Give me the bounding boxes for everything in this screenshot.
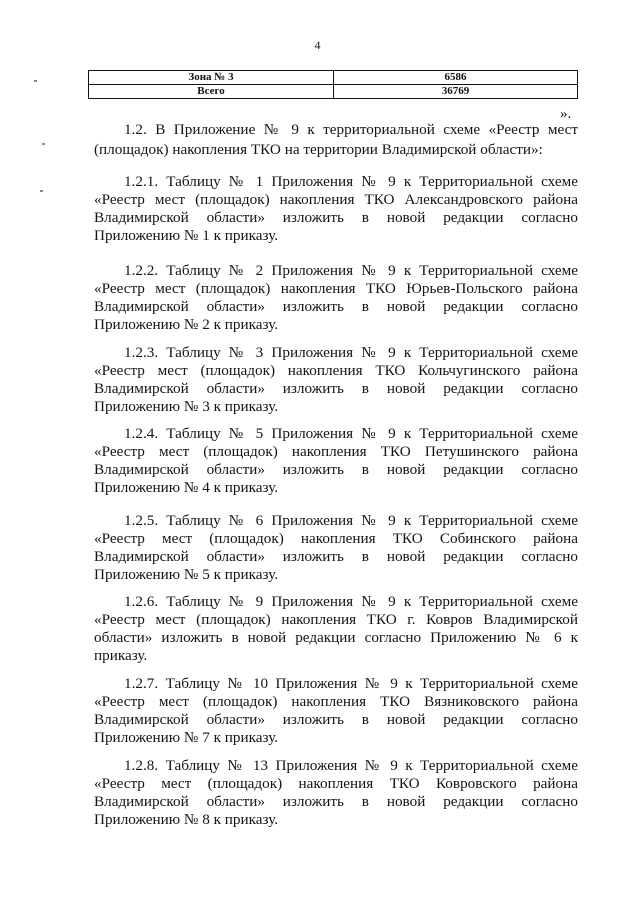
scan-mark <box>42 143 45 145</box>
total-label-cell: Всего <box>89 85 334 99</box>
item-paragraph-1: 1.2.1. Таблицу № 1 Приложения № 9 к Территориальной схеме «Реестр мест (площадок) накопления ТКО Александровского района Владимирской области» изложить в новой редакции согласно Приложению № 1 к приказу. <box>94 173 578 244</box>
item-paragraph-3: 1.2.3. Таблицу № 3 Приложения № 9 к Территориальной схеме «Реестр мест (площадок) накопления ТКО Кольчугинского района Владимирской области» изложить в новой редакции согласно Приложению № 3 к приказу. <box>94 344 578 415</box>
table-row <box>89 71 578 85</box>
closing-quote: ». <box>560 106 572 122</box>
item-paragraph-8: 1.2.8. Таблицу № 13 Приложения № 9 к Территориальной схеме «Реестр мест (площадок) накопления ТКО Ковровского района Владимирской области» изложить в новой редакции согласно Приложению № 8 к приказу. <box>94 757 578 828</box>
item-paragraph-7: 1.2.7. Таблицу № 10 Приложения № 9 к Территориальной схеме «Реестр мест (площадок) накопления ТКО Вязниковского района Владимирской области» изложить в новой редакции согласно Приложению № 7 к приказу. <box>94 675 578 746</box>
zone-value-cell: 6586 <box>334 71 578 85</box>
scan-mark <box>34 80 37 82</box>
item-paragraph-2: 1.2.2. Таблицу № 2 Приложения № 9 к Территориальной схеме «Реестр мест (площадок) накопления ТКО Юрьев-Польского района Владимирской области» изложить в новой редакции согласно Приложению № 2 к приказу. <box>94 262 578 333</box>
scan-mark <box>40 190 43 192</box>
summary-table <box>88 70 578 99</box>
item-paragraph-6: 1.2.6. Таблицу № 9 Приложения № 9 к Территориальной схеме «Реестр мест (площадок) накопления ТКО г. Ковров Владимирской области» изложить в новой редакции согласно Приложению № 6 к приказу. <box>94 593 578 664</box>
item-paragraph-5: 1.2.5. Таблицу № 6 Приложения № 9 к Территориальной схеме «Реестр мест (площадок) накопления ТКО Собинского района Владимирской области» изложить в новой редакции согласно Приложению № 5 к приказу. <box>94 512 578 583</box>
item-paragraph-4: 1.2.4. Таблицу № 5 Приложения № 9 к Территориальной схеме «Реестр мест (площадок) накопления ТКО Петушинского района Владимирской области» изложить в новой редакции согласно Приложению № 4 к приказу. <box>94 425 578 496</box>
intro-paragraph: 1.2. В Приложение № 9 к территориальной схеме «Реестр мест (площадок) накопления ТКО на территории Владимирской области»: <box>94 121 578 158</box>
total-value-cell: 36769 <box>334 85 578 99</box>
page-number: 4 <box>314 38 321 52</box>
table-row <box>89 85 578 99</box>
zone-label-cell: Зона № 3 <box>89 71 334 85</box>
